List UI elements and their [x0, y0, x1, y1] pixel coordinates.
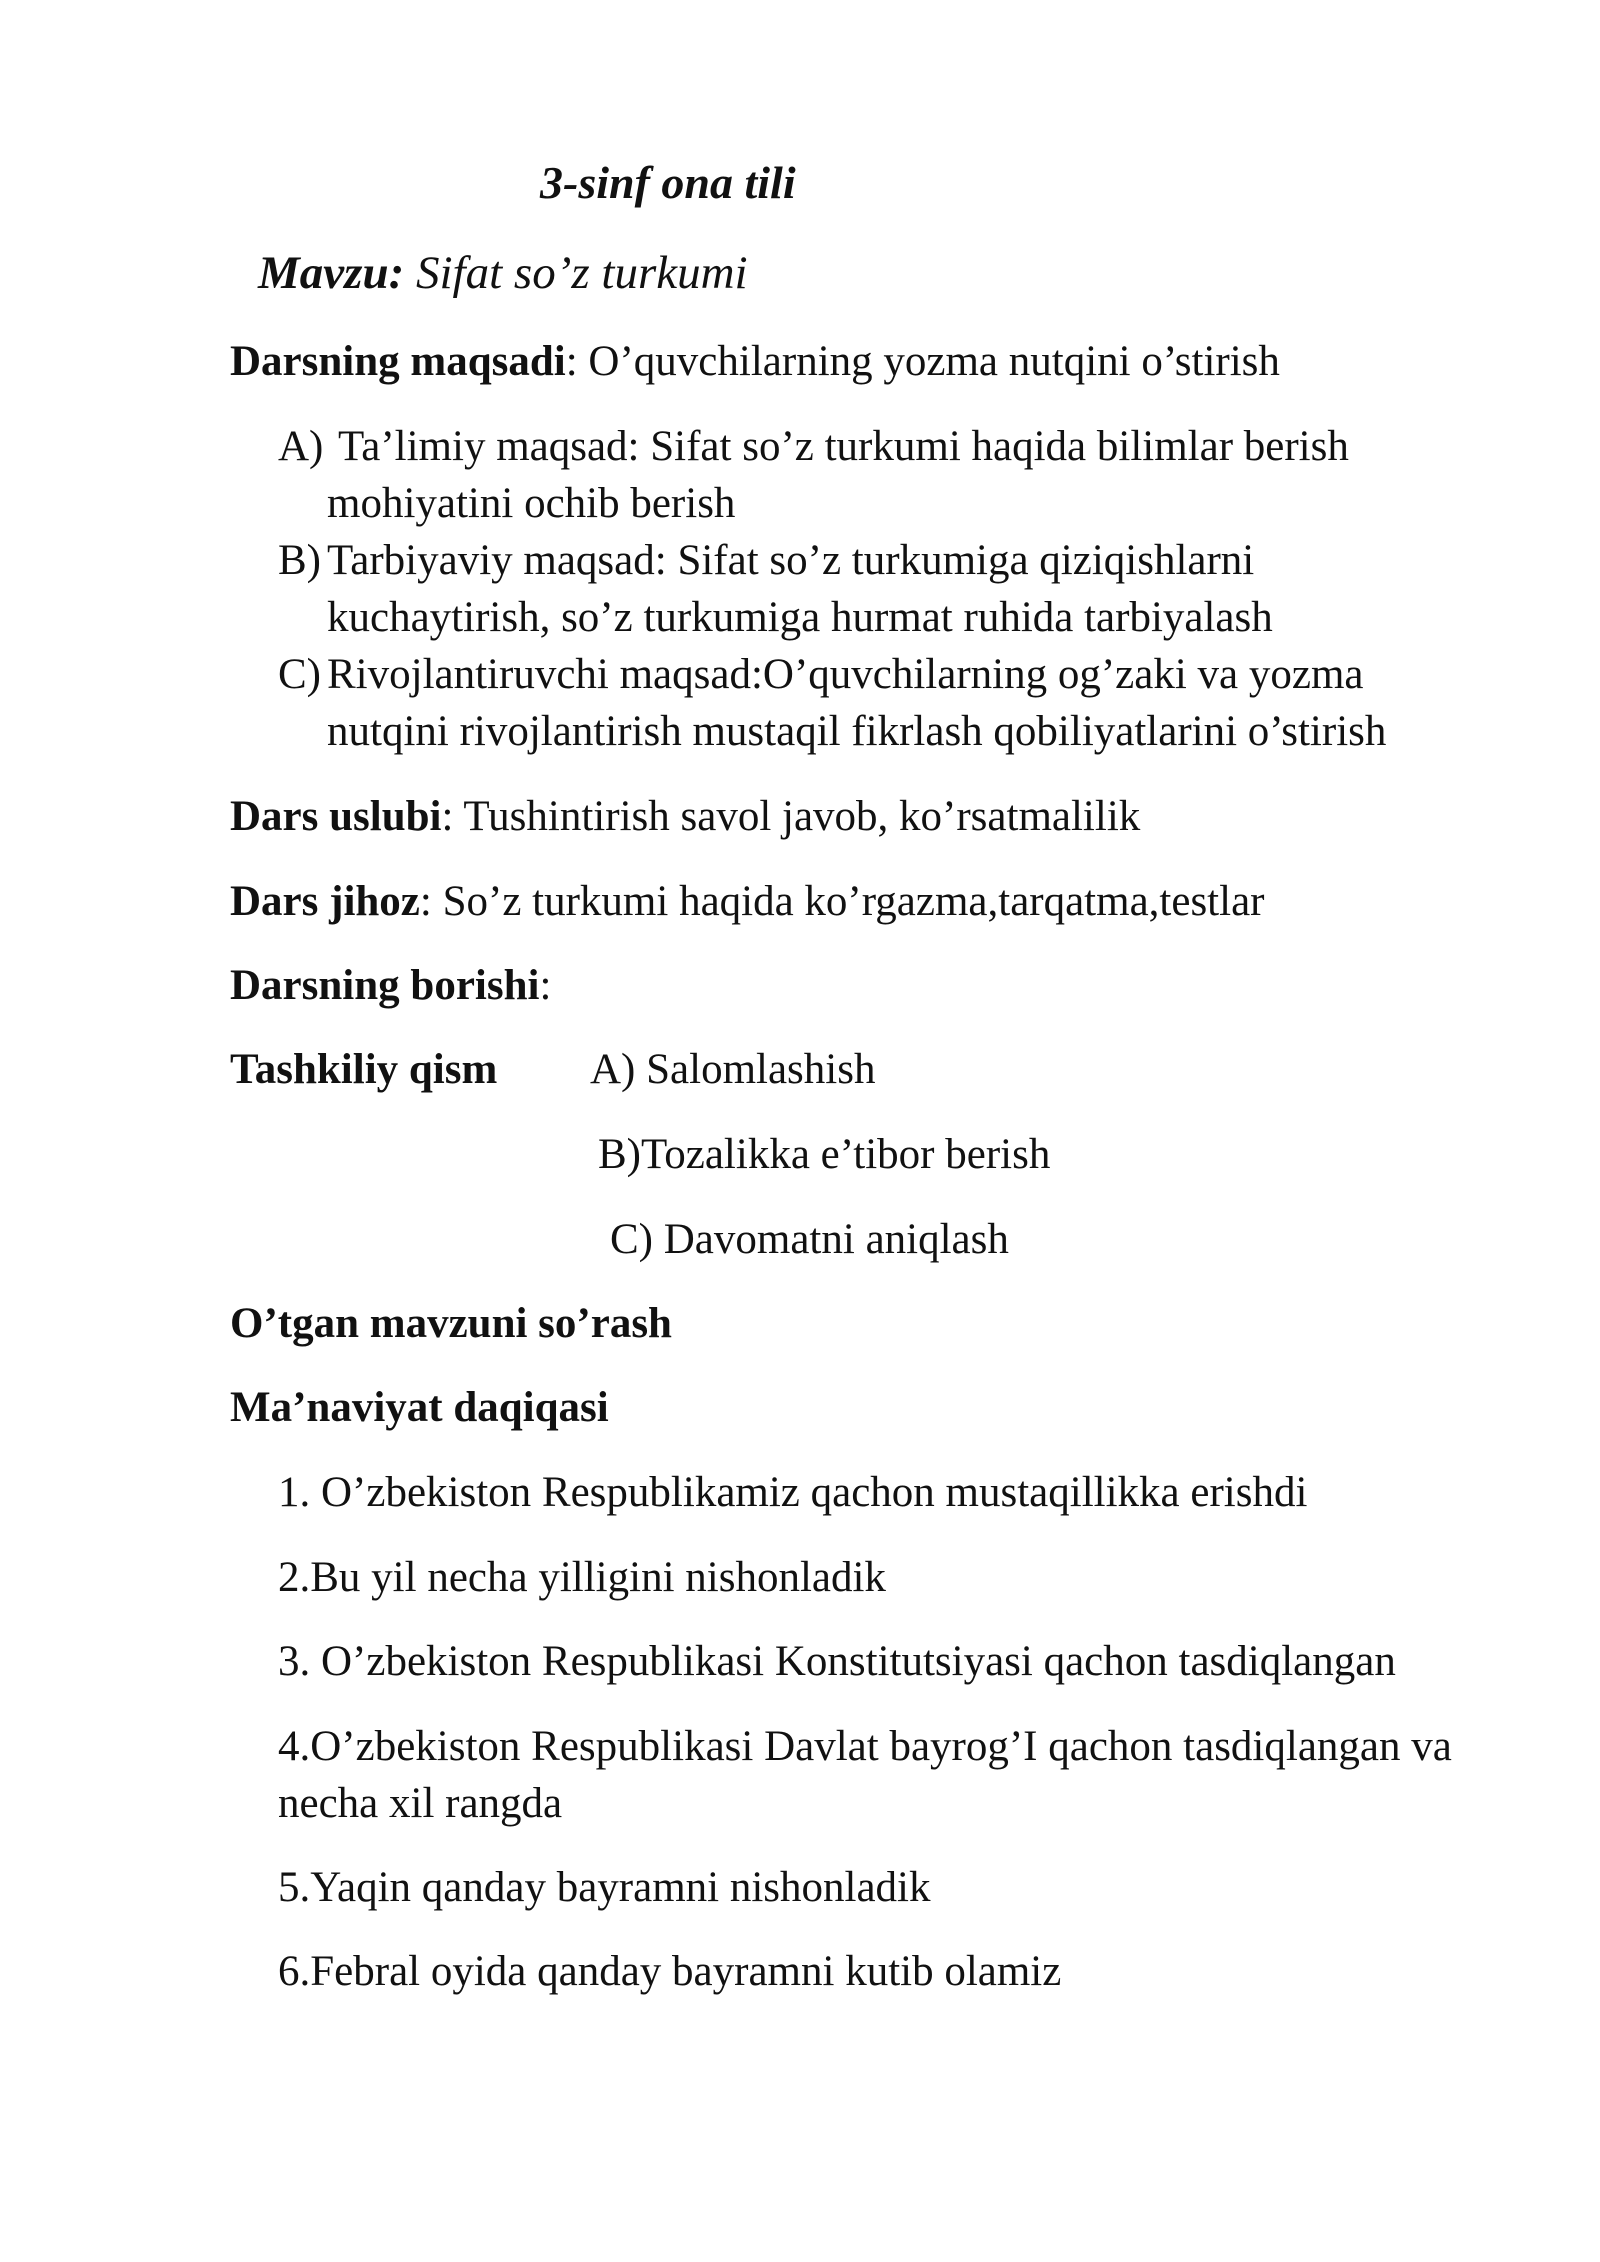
goal-item-a-line-1: Ta’limiy maqsad: Sifat so’z turkumi haqida bilimlar berish	[338, 423, 1349, 470]
subject-label: Mavzu:	[258, 247, 405, 299]
lesson-goal	[230, 340, 1280, 383]
lesson-process	[230, 964, 551, 1007]
lesson-method	[230, 795, 1140, 838]
goal-item-b-line-2: kuchaytirish, so’z turkumiga hurmat ruhida tarbiyalash	[327, 594, 1273, 641]
organization-step-b: B)Tozalikka e’tibor berish	[598, 1131, 1051, 1178]
goal-label: Darsning maqsadi	[230, 338, 566, 385]
goal-item-b-marker: B)	[278, 537, 321, 584]
goal-item-a-line-2: mohiyatini ochib berish	[327, 480, 736, 527]
goal-item-a-marker: A)	[278, 423, 324, 470]
goal-item-c-line-1: Rivojlantiruvchi maqsad:O’quvchilarning og’zaki va yozma	[327, 651, 1364, 698]
lesson-equipment	[230, 880, 1264, 923]
question-1: 1. O’zbekiston Respublikamiz qachon mustaqillikka erishdi	[278, 1469, 1308, 1516]
goal-item-c-line-2: nutqini rivojlantirish mustaqil fikrlash qobiliyatlarini o’stirish	[327, 708, 1387, 755]
process-label: Darsning borishi	[230, 962, 540, 1009]
equipment-value: : So’z turkumi haqida ko’rgazma,tarqatma,testlar	[419, 878, 1265, 925]
spirituality-heading: Ma’naviyat daqiqasi	[230, 1384, 609, 1431]
previous-topic-heading: O’tgan mavzuni so’rash	[230, 1300, 672, 1347]
question-6: 6.Febral oyida qanday bayramni kutib olamiz	[278, 1948, 1062, 1995]
lesson-subject	[258, 247, 748, 299]
equipment-label: Dars jihoz	[230, 878, 420, 925]
goal-item-b-line-1: Tarbiyaviy maqsad: Sifat so’z turkumiga qiziqishlarni	[327, 537, 1255, 584]
subject-value: Sifat so’z turkumi	[404, 247, 748, 299]
question-4-line-1: 4.O’zbekiston Respublikasi Davlat bayrog’I qachon tasdiqlangan va	[278, 1723, 1452, 1770]
document-title: 3-sinf ona tili	[540, 157, 796, 208]
method-value: : Tushintirish savol javob, ko’rsatmalilik	[441, 793, 1141, 840]
organization-step-c: C) Davomatni aniqlash	[610, 1216, 1009, 1263]
organization-label: Tashkiliy qism	[230, 1046, 498, 1093]
question-5: 5.Yaqin qanday bayramni nishonladik	[278, 1864, 931, 1911]
process-value: :	[539, 962, 552, 1009]
method-label: Dars uslubi	[230, 793, 442, 840]
question-2: 2.Bu yil necha yilligini nishonladik	[278, 1554, 886, 1601]
question-4-line-2: necha xil rangda	[278, 1780, 563, 1827]
goal-value: : O’quvchilarning yozma nutqini o’stirish	[565, 338, 1280, 385]
organization-step-a: A) Salomlashish	[590, 1046, 876, 1093]
goal-item-c-marker: C)	[278, 651, 321, 698]
question-3: 3. O’zbekiston Respublikasi Konstitutsiyasi qachon tasdiqlangan	[278, 1638, 1396, 1685]
